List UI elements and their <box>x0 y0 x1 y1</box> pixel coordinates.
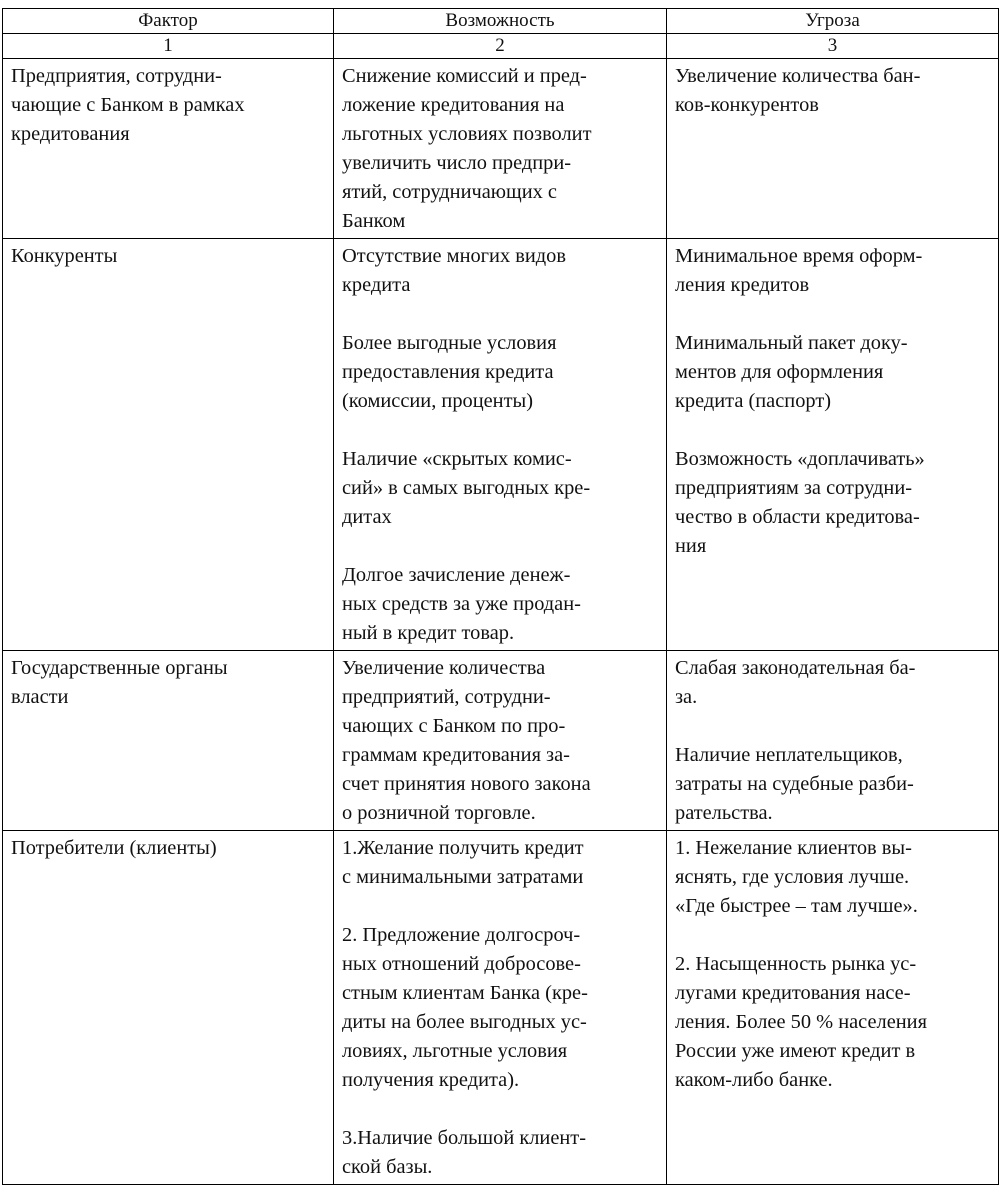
threat-text: Увеличение количества бан- ков-конкурентов <box>675 65 921 116</box>
opportunity-text: 1.Желание получить кредит с минимальными затратами <box>342 837 584 888</box>
column-number-row <box>3 34 999 59</box>
column-number-1: 1 <box>3 34 334 59</box>
opportunity-text: Долгое зачисление денеж- ных средств за уже продан- ный в кредит товар. <box>342 564 581 644</box>
factor-table <box>2 8 999 1185</box>
header-factor: Фактор <box>3 9 334 34</box>
header-threat: Угроза <box>667 9 999 34</box>
opportunity-text: Более выгодные условия предоставления кредита (комиссии, проценты) <box>342 332 557 412</box>
threat-text: Наличие неплательщиков, затраты на судебные разби- рательства. <box>675 744 914 824</box>
table-row <box>3 239 999 651</box>
factor-text: Конкуренты <box>11 245 118 267</box>
table-row <box>3 651 999 831</box>
factor-cell <box>3 831 334 1185</box>
threat-text: Возможность «доплачивать» предприятиям за сотрудни- чество в области кредитова- ния <box>675 448 925 557</box>
opportunity-text: 2. Предложение долгосроч- ных отношений добросове- стным клиентам Банка (кре- диты на более выгодных ус- ловиях, льготные условия получения кредита). <box>342 924 588 1091</box>
threat-cell <box>667 651 999 831</box>
opportunity-text: Наличие «скрытых комис- сий» в самых выгодных кре- дитах <box>342 448 591 528</box>
opportunity-cell <box>334 651 667 831</box>
threat-text: 1. Нежелание клиентов вы- яснять, где условия лучше. «Где быстрее – там лучше». <box>675 837 918 917</box>
threat-cell <box>667 59 999 239</box>
opportunity-cell <box>334 239 667 651</box>
column-number-2: 2 <box>334 34 667 59</box>
opportunity-cell <box>334 59 667 239</box>
factor-cell <box>3 59 334 239</box>
factor-cell <box>3 651 334 831</box>
threat-text: Минимальное время оформ- ления кредитов <box>675 245 923 296</box>
factor-text: Предприятия, сотрудни- чающие с Банком в рамках кредитования <box>11 65 245 145</box>
factor-text: Государственные органы власти <box>11 657 228 708</box>
threat-text: Минимальный пакет доку- ментов для оформления кредита (паспорт) <box>675 332 908 412</box>
opportunity-text: Увеличение количества предприятий, сотрудни- чающих с Банком по про- граммам кредитования за- счет принятия нового закона о розничной торговле. <box>342 657 591 824</box>
threat-cell <box>667 239 999 651</box>
column-number-3: 3 <box>667 34 999 59</box>
factor-text: Потребители (клиенты) <box>11 837 217 859</box>
threat-cell <box>667 831 999 1185</box>
header-opportunity: Возможность <box>334 9 667 34</box>
table-header-row <box>3 9 999 34</box>
factor-cell <box>3 239 334 651</box>
table-row <box>3 831 999 1185</box>
opportunity-text: Отсутствие многих видов кредита <box>342 245 566 296</box>
opportunity-cell <box>334 831 667 1185</box>
threat-text: Слабая законодательная ба- за. <box>675 657 916 708</box>
table-row <box>3 59 999 239</box>
opportunity-text: Снижение комиссий и пред- ложение кредитования на льготных условиях позволит увеличить число предпри- ятий, сотрудничающих с Банком <box>342 65 592 232</box>
threat-text: 2. Насыщенность рынка ус- лугами кредитования насе- ления. Более 50 % населения России уже имеют кредит в каком-либо банке. <box>675 953 927 1091</box>
opportunity-text: 3.Наличие большой клиент- ской базы. <box>342 1127 586 1178</box>
